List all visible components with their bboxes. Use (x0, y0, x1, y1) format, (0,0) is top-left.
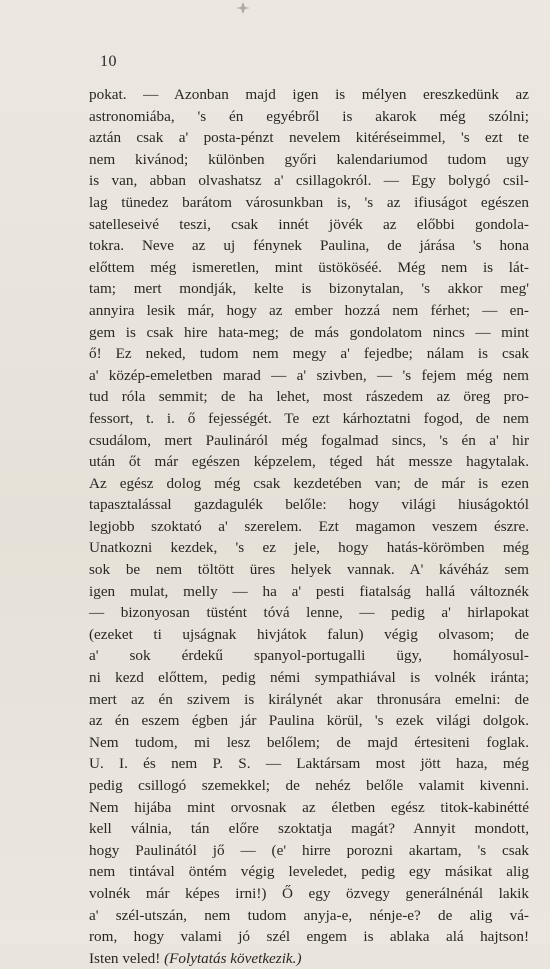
text-line: igen mulat, melly — ha a' pesti fiatalság hallá változnék (89, 582, 529, 600)
text-line: annyira lesik már, hogy az ember hozzá nem férhet; — en- (89, 301, 529, 319)
text-line: tam; mert mondják, kelte is bizonytalan, 's akkor meg' (89, 280, 529, 298)
text-line: pedig csillogó szemekkel; de nehéz belőle valamit kivenni. (89, 777, 529, 794)
text-line: tapasztalással gazdagulék belőle: hogy világi hiuságoktól (89, 496, 529, 514)
text-line: lag tünedez barátom városunkban is, 's az ifiuságot egészen (89, 193, 529, 211)
text-line: a' közép-emeletben marad — a' szivben, — 's fejem még nem (89, 366, 529, 384)
closing-greeting: Isten veled! (89, 949, 161, 967)
text-line: a' sok érdekű spanyol-portugalli ügy, homályosul- (89, 647, 529, 665)
closing-line (89, 948, 529, 969)
text-line: satelleseivé teszi, csak innét jövék az előbbi gondola- (89, 215, 529, 233)
text-line: csudálom, mert Paulináról még fogalmad sincs, 's én a' hir (89, 431, 529, 449)
page-number: 10 (100, 53, 117, 70)
text-line: legjobb szoktató a' szerelem. Ezt magamon veszem észre. (89, 517, 529, 535)
text-line: a' szél-utszán, nem tudom anyja-e, nénje-e? de alig vá- (89, 906, 529, 924)
text-line: Unatkozni kezdek, 's ez jele, hogy hatás-körömben még (89, 539, 529, 557)
text-line: az én eszem égben jár Paulina körül, 's ezek világi dolgok. (89, 712, 529, 730)
body-text (89, 84, 529, 969)
text-line: kell válnia, tán előre szoktatja magát? Annyit mondott, (89, 820, 529, 838)
text-line: tud róla semmit; de ha lehet, most rászedem az öreg pro- (89, 388, 529, 406)
text-line: pokat. — Azonban majd igen is mélyen ereszkedünk az (89, 86, 529, 103)
text-line: fessort, t. i. ő fejességét. Te ezt kárhoztatni fogod, de nem (89, 409, 529, 427)
text-line: mert az én szivem is királynét akar thronusára emelni: de (89, 690, 529, 708)
text-line: U. I. és nem P. S. — Laktársam most jött haza, még (89, 755, 529, 773)
text-line: Nem hijába mint orvosnak az életben egész titok-kabinétté (89, 798, 529, 816)
text-line: rom, hogy valami jó szél engem is ablaka alá hajtson! (89, 928, 529, 946)
ornament-icon (236, 2, 250, 14)
text-line: sok be nem töltött üres helyek vannak. A' kávéház sem (89, 561, 529, 579)
text-line: után őt már egészen képzelem, téged hát messze hagytalak. (89, 453, 529, 471)
text-line: is van, abban olvashatsz a' csillagokról. — Egy bolygó csil- (89, 172, 529, 190)
text-line: aztán csak a' posta-pénzt nevelem kitéréseimmel, 's ezt te (89, 129, 529, 147)
text-line: nem tintával öntém végig leveledet, pedig egy másikat alig (89, 863, 529, 881)
text-line: hogy Paulinától jő — (e' hirre porozni akartam, 's csak (89, 841, 529, 859)
text-line: astronomiába, 's én egyébről is akarok még szólni; (89, 107, 529, 125)
text-line: Nem tudom, mi lesz belőlem; de majd értesiteni foglak. (89, 733, 529, 751)
text-line: ő! Ez neked, tudom nem megy a' fejedbe; nálam is csak (89, 345, 529, 363)
text-line: tokra. Neve az uj fénynek Paulina, de járása 's hona (89, 237, 529, 255)
text-line: gem is csak hire hata-meg; de más gondolatom nincs — mint (89, 323, 529, 341)
text-line: ni kezd előttem, pedig némi sympathiával is volnék iránta; (89, 669, 529, 687)
continuation-note: (Folytatás következik.) (164, 949, 302, 967)
text-line: Az egész dolog még csak kezdetében van; de már is ezen (89, 474, 529, 492)
text-line: előttem még ismeretlen, mint üstököséé. Még nem is lát- (89, 258, 529, 276)
text-line: — bizonyosan tüstént tóvá lenne, — pedig a' hirlapokat (89, 604, 529, 622)
text-line: (ezeket ti ujságnak hivjátok falun) végig olvasom; de (89, 625, 529, 643)
text-line: volnék már képes irni!) Ő egy özvegy generálnénál lakik (89, 884, 529, 902)
text-line: nem kivánod; különben győri kalendariumod tudom ugy (89, 150, 529, 168)
